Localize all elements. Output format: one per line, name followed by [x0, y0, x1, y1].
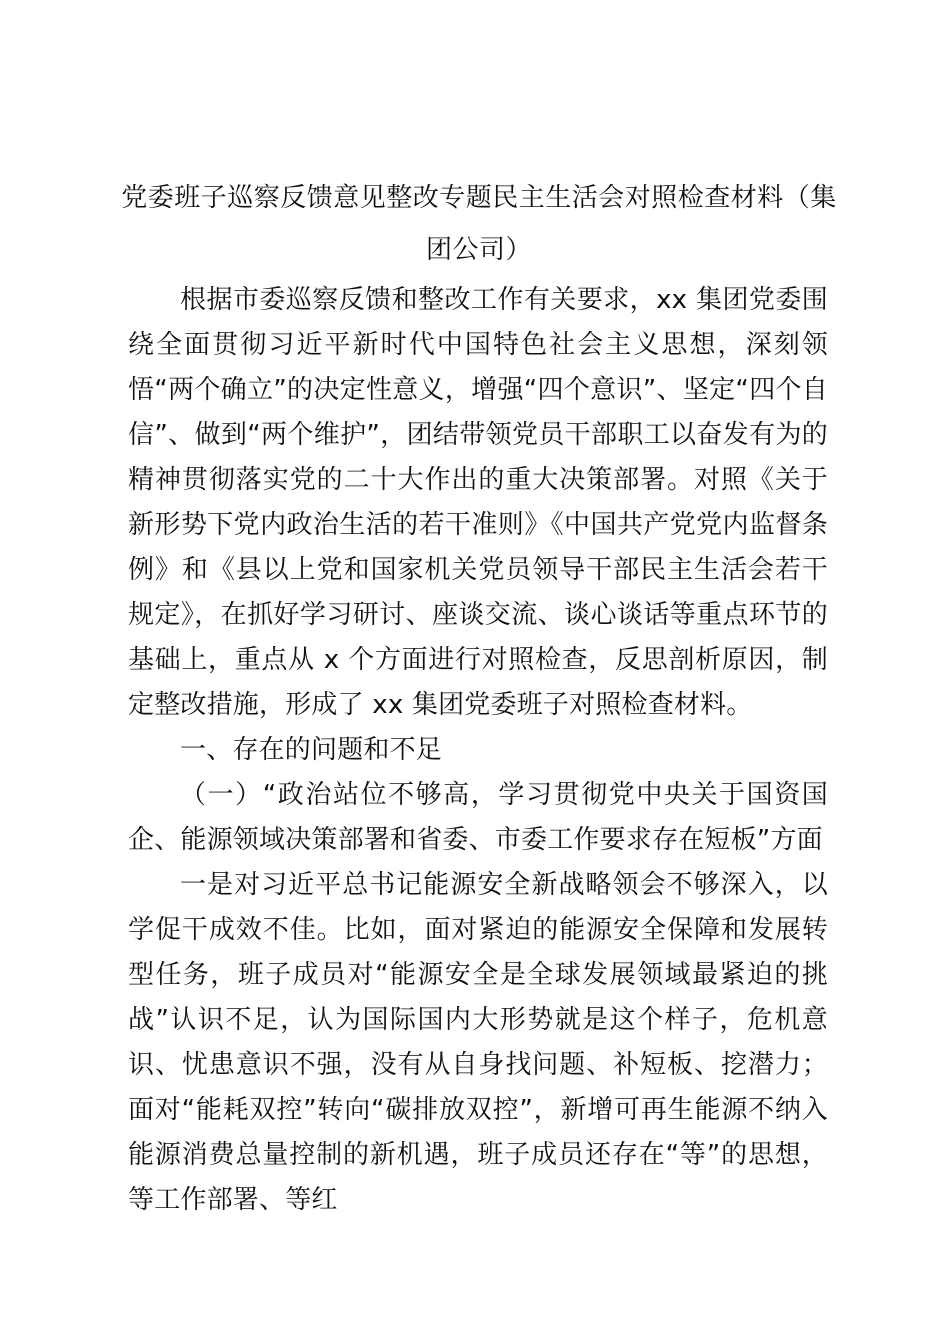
section-heading: 一、存在的问题和不足 [180, 735, 443, 765]
document-body [128, 278, 828, 1223]
intro-paragraph: 根据市委巡察反馈和整改工作有关要求，xx 集团党委围绕全面贯彻习近平新时代中国特色社会主义思想，深刻领悟“两个确立”的决定性意义，增强“四个意识”、坚定“四个自信”、做到“两个维护”，团结带领党员干部职工以奋发有为的精神贯彻落实党的二十大作出的重大决策部署。对照《关于新形势下党内政治生活的若干准则》《中国共产党党内监督条例》和《县以上党和国家机关党员领导干部民主生活会若干规定》，在抓好学习研讨、座谈交流、谈心谈话等重点环节的基础上，重点从 x 个方面进行对照检查，反思剖析原因，制定整改措施，形成了 xx 集团党委班子对照检查材料。 [128, 285, 828, 720]
body-paragraph: 一是对习近平总书记能源安全新战略领会不够深入，以学促干成效不佳。比如，面对紧迫的能源安全保障和发展转型任务，班子成员对“能源安全是全球发展领域最紧迫的挑战”认识不足，认为国际国内大形势就是这个样子，危机意识、忧患意识不强，没有从自身找问题、补短板、挖潜力；面对“能耗双控”转向“碳排放双控”，新增可再生能源不纳入能源消费总量控制的新机遇，班子成员还存在“等”的思想，等工作部署、等红 [128, 870, 828, 1215]
document-title: 党委班子巡察反馈意见整改专题民主生活会对照检查材料（集团公司） [121, 183, 837, 265]
subsection-heading: （一）“政治站位不够高，学习贯彻党中央关于国资国企、能源领域决策部署和省委、市委工作要求存在短板”方面 [128, 780, 828, 855]
